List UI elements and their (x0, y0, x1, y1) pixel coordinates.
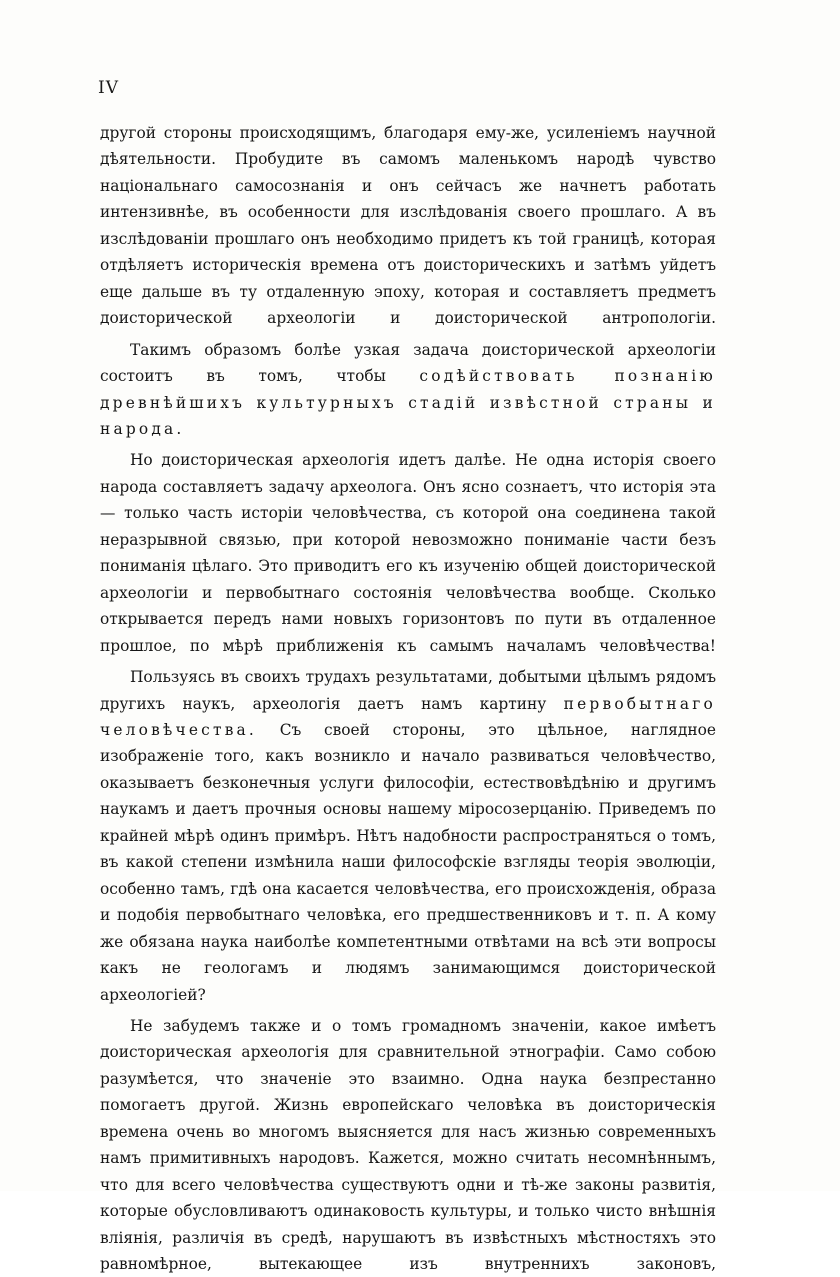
paragraph-3: Но доисторическая археологія идетъ далѣе. Не одна исторія своего народа составляетъ задачу археолога. Онъ ясно сознаетъ, что исторія эта — только часть исторіи человѣчества, съ которой она соединена такой неразрывной связью, при которой невозможно пониманіе части безъ пониманія цѣлаго. Это приводитъ его къ изученію общей доисторической археологіи и первобытнаго состоянія человѣчества вообще. Сколько открывается передъ нами новыхъ горизонтовъ по пути въ отдаленное прошлое, по мѣрѣ приближенія къ самымъ началамъ человѣчества! (100, 451, 716, 655)
paragraph-4-lead: Пользуясь въ своихъ трудахъ результатами, добытыми цѣлымъ рядомъ другихъ наукъ, археологія даетъ намъ картину (100, 668, 716, 713)
body-text (100, 120, 716, 1277)
paragraph-5: Не забудемъ также и о томъ громадномъ значеніи, какое имѣетъ доисторическая археологія для сравнительной этнографіи. Само собою разумѣется, что значеніе это взаимно. Одна наука безпрестанно помогаетъ другой. Жизнь европейскаго человѣка въ доисторическія времена очень во многомъ выясняется для насъ жизнью современныхъ намъ примитивныхъ народовъ. Кажется, можно считать несомнѣннымъ, что для всего человѣчества существуютъ одни и тѣ-же законы развитія, которые обусловливаютъ одинаковость культуры, и только чисто внѣшнія вліянія, различія въ средѣ, нарушаютъ въ извѣстныхъ мѣстностяхъ это равномѣрное, вытекающее изъ внутреннихъ законовъ, (100, 1016, 716, 1274)
paragraph-1: другой стороны происходящимъ, благодаря ему-же, усиленіемъ научной дѣятельности. Пробудите въ самомъ маленькомъ народѣ чувство національнаго самосознанія и онъ сейчасъ же начнетъ работать интензивнѣе, въ особенности для изслѣдованія своего прошлаго. А въ изслѣдованіи прошлаго онъ необходимо придетъ къ той границѣ, которая отдѣляетъ историческія времена отъ доисторическихъ и затѣмъ уйдетъ еще дальше въ ту отдаленную эпоху, которая и составляетъ предметъ доисторической археологіи и доисторической антропологіи. (100, 124, 716, 328)
paragraph-4-emphasis: первобытнаго человѣчества. (100, 694, 716, 739)
page-number: IV (98, 78, 119, 98)
paragraph-2 (100, 337, 716, 443)
paragraph-4 (100, 664, 716, 1008)
paragraph-4-tail: Съ своей стороны, это цѣльное, наглядное изображеніе того, какъ возникло и начало развиваться человѣчество, оказываетъ безконечныя услуги философіи, естествовѣдѣнію и другимъ наукамъ и даетъ прочныя основы нашему міросозерцанію. Приведемъ по крайней мѣрѣ одинъ примѣръ. Нѣтъ надобности распространяться о томъ, въ какой степени измѣнила наши философскіе взгляды теорія эволюціи, особенно тамъ, гдѣ она касается человѣчества, его происхожденія, образа и подобія первобытнаго человѣка, его предшественниковъ и т. п. А кому же обязана наука наиболѣе компетентными отвѣтами на всѣ эти вопросы какъ не геологамъ и людямъ занимающимся доисторической археологіей? (100, 720, 716, 1004)
paragraph-2-emphasis: содѣйствовать познанію древнѣйшихъ культурныхъ стадій извѣстной страны и народа. (100, 367, 716, 438)
paragraph-2-lead: Такимъ образомъ болѣе узкая задача доисторической археологіи состоитъ въ томъ, чтобы (100, 340, 716, 386)
